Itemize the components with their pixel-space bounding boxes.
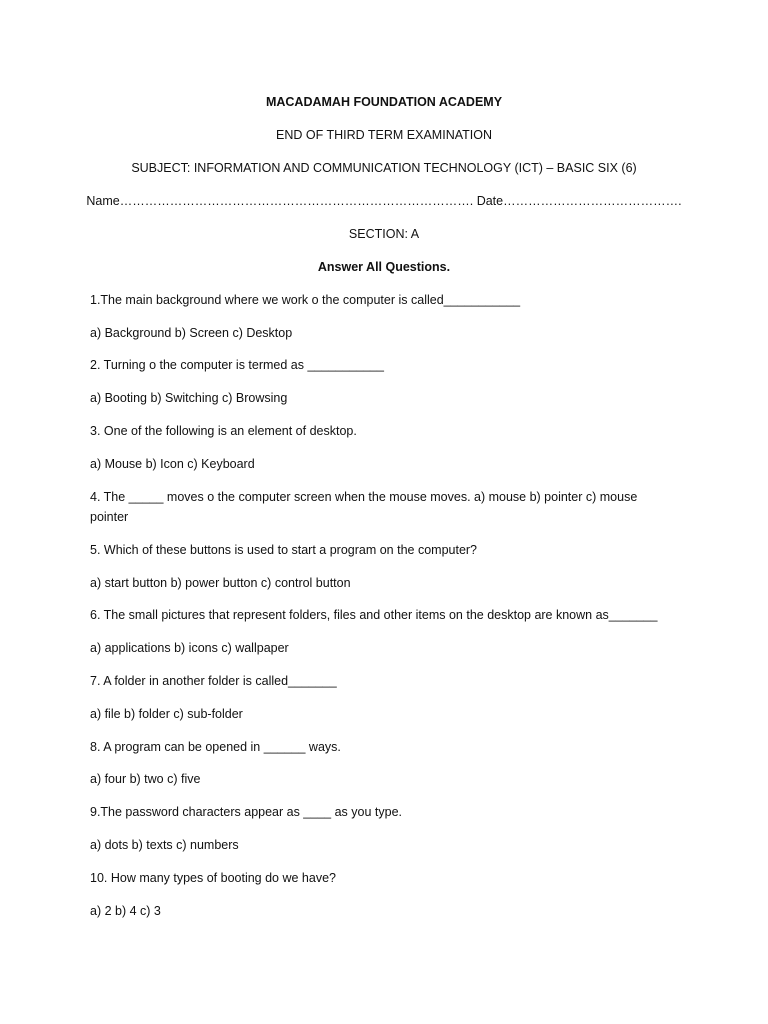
question-9: 9.The password characters appear as ____ as you type. [90, 805, 402, 819]
answer-options-3: a) Mouse b) Icon c) Keyboard [90, 457, 255, 471]
school-name: MACADAMAH FOUNDATION ACADEMY [265, 95, 503, 109]
answer-options-1: a) Background b) Screen c) Desktop [90, 326, 293, 340]
answer-options-8: a) four b) two c) five [90, 772, 201, 786]
question-5: 5. Which of these buttons is used to start a program on the computer? [90, 543, 478, 557]
answer-options-2: a) Booting b) Switching c) Browsing [90, 391, 288, 405]
question-2: 2. Turning o the computer is termed as ___________ [90, 358, 384, 372]
subject-line: SUBJECT: INFORMATION AND COMMUNICATION TECHNOLOGY (ICT) – BASIC SIX (6) [131, 161, 637, 175]
question-3: 3. One of the following is an element of desktop. [90, 424, 357, 438]
question-1: 1.The main background where we work o the computer is called___________ [90, 293, 521, 307]
answer-options-10: a) 2 b) 4 c) 3 [90, 904, 161, 918]
answer-options-5: a) start button b) power button c) control button [90, 576, 351, 590]
name-date-line: Name…………………………………………………………………………. Date……………………………………. [86, 194, 682, 208]
exam-title: END OF THIRD TERM EXAMINATION [276, 128, 492, 142]
question-10: 10. How many types of booting do we have? [90, 871, 336, 885]
answer-options-7: a) file b) folder c) sub-folder [90, 707, 243, 721]
section-instruction: Answer All Questions. [317, 260, 451, 274]
answer-options-9: a) dots b) texts c) numbers [90, 838, 239, 852]
section-title: SECTION: A [348, 227, 420, 241]
answer-options-6: a) applications b) icons c) wallpaper [90, 641, 289, 655]
question-7: 7. A folder in another folder is called_______ [90, 674, 337, 688]
question-8: 8. A program can be opened in ______ ways. [90, 740, 341, 754]
question-6: 6. The small pictures that represent folders, files and other items on the desktop are known as_______ [90, 608, 658, 622]
question-4: 4. The _____ moves o the computer screen when the mouse moves. a) mouse b) pointer c) mouse pointer [90, 490, 638, 524]
